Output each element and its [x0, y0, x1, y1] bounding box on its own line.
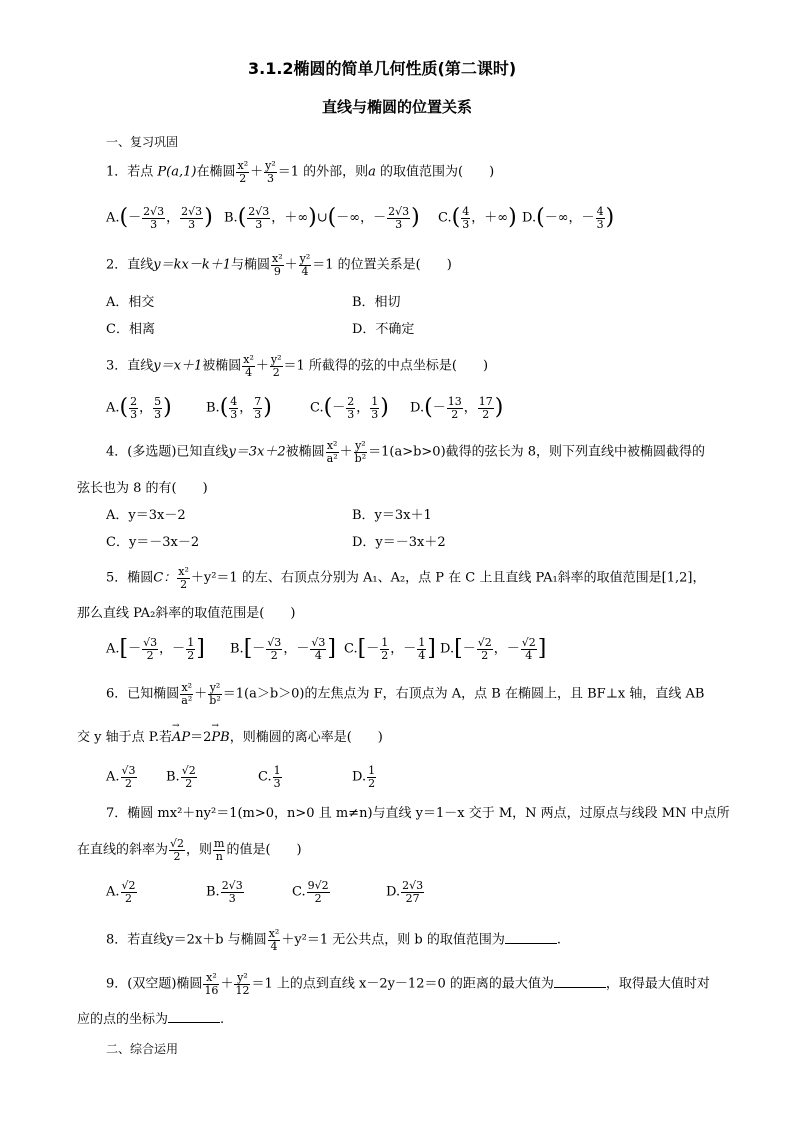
q5-option-c: C.[－ $\frac{1}{2}$ ，－ $\frac{1}{4}$ ] [344, 636, 436, 662]
q3-option-b: B.( $\frac{4}{3}$ ， $\frac{7}{3}$ ) [206, 395, 272, 421]
q1-option-d: D.(－∞，－ $\frac{4}{3}$ ) [522, 205, 615, 231]
question-8: 8．若直线y＝2x＋b 与椭圆 $\frac{\text{x²}}{4}$ ＋y²＝1 无公共点，则 b 的取值范围为 . [106, 927, 561, 953]
q7-option-c: C. $\frac{9√2}{2}$ [292, 879, 329, 905]
section-heading-review: 一、复习巩固 [106, 135, 179, 149]
q6-option-c: C. $\frac{1}{3}$ [258, 764, 281, 790]
question-4-cont: 弦长也为 8 的有( ) [77, 481, 208, 496]
q6-option-d: D. $\frac{1}{2}$ [352, 764, 376, 790]
question-7-cont: 在直线的斜率为 $\frac{√2}{2}$ ，则 $\frac{m}{n}$ 的值是( ) [77, 837, 302, 863]
q2-option-a: A．相交 [106, 295, 155, 310]
q1-option-b: B.( $\frac{2√3}{3}$ ，＋∞)∪(－∞，－ $\frac{2√3}{3}$ ) [224, 205, 420, 231]
question-6: 6．已知椭圆 $\frac{\text{x²}}{\text{a²}}$ ＋ $\frac{\text{y²}}{\text{b²}}$ ＝1(a＞b＞0)的左焦点为 F，右顶点为 A，点 B 在椭圆上，且 BF⊥x 轴，直线 AB [106, 681, 705, 707]
question-9: 9．(双空题)椭圆 $\frac{\text{x²}}{16}$ ＋ $\frac{\text{y²}}{12}$ ＝1 上的点到直线 x－2y－12＝0 的距离的最大值为 ，取得最大值时对 [106, 971, 710, 997]
section-heading-synthesis: 二、综合运用 [106, 1042, 179, 1056]
q4-option-c: C．y＝－3x－2 [106, 535, 200, 550]
q9-answer-blank-1[interactable] [554, 986, 606, 988]
page-title: 3.1.2椭圆的简单几何性质(第二课时) [248, 59, 517, 78]
q7-option-b: B. $\frac{2√3}{3}$ [206, 879, 243, 905]
q4-option-b: B．y＝3x＋1 [352, 508, 432, 523]
q5-option-d: D.[－ $\frac{√2}{2}$ ，－ $\frac{√2}{4}$ ] [440, 636, 547, 662]
question-1: 1．若点 P(a,1)在椭圆 $\frac{\text{x²}}{2}$ ＋ $\frac{\text{y²}}{3}$ ＝1 的外部，则a 的取值范围为( ) [106, 159, 495, 185]
question-2: 2．直线y＝kx－k＋1与椭圆 $\frac{\text{x²}}{9}$ ＋ $\frac{\text{y²}}{4}$ ＝1 的位置关系是( ) [106, 252, 452, 278]
q2-option-c: C．相离 [106, 322, 155, 337]
q3-option-a: A.( $\frac{2}{3}$ ， $\frac{5}{3}$ ) [106, 395, 172, 421]
q6-option-b: B. $\frac{√2}{2}$ [166, 764, 196, 790]
page-subtitle: 直线与椭圆的位置关系 [322, 98, 473, 116]
question-7: 7．椭圆 mx²＋ny²＝1(m>0，n>0 且 m≠n)与直线 y＝1－x 交于 M，N 两点，过原点与线段 MN 中点所 [106, 806, 730, 821]
q3-option-c: C.(－ $\frac{2}{3}$ ， $\frac{1}{3}$ ) [310, 395, 389, 421]
question-6-cont: 交 y 轴于点 P.若→ AP＝2→ PB，则椭圆的离心率是( ) [77, 731, 383, 744]
q1-option-a: A.(－ $\frac{2√3}{3}$ ， $\frac{2√3}{3}$ ) [106, 205, 213, 231]
question-5: 5．椭圆C： $\frac{\text{x²}}{2}$ ＋y²＝1 的左、右顶点分别为 A₁、A₂，点 P 在 C 上且直线 PA₁斜率的取值范围是[1,2]， [106, 565, 706, 591]
question-4: 4．(多选题)已知直线y＝3x＋2被椭圆 $\frac{\text{x²}}{\text{a²}}$ ＋ $\frac{\text{y²}}{\text{b²}}$ ＝1(a>b>0)截得的弦长为 8，则下列直线中被椭圆截得的 [106, 439, 706, 465]
q4-option-d: D．y＝－3x＋2 [352, 535, 446, 550]
question-3: 3．直线y＝x＋1被椭圆 $\frac{\text{x²}}{4}$ ＋ $\frac{\text{y²}}{2}$ ＝1 所截得的弦的中点坐标是( ) [106, 353, 489, 379]
q5-option-b: B.[－ $\frac{√3}{2}$ ，－ $\frac{√3}{4}$ ] [230, 636, 336, 662]
q7-option-a: A. $\frac{√2}{2}$ [106, 879, 136, 905]
question-5-cont: 那么直线 PA₂斜率的取值范围是( ) [77, 606, 296, 621]
q5-option-a: A.[－ $\frac{√3}{2}$ ，－ $\frac{1}{2}$ ] [106, 636, 205, 662]
q2-option-b: B．相切 [352, 295, 401, 310]
q1-option-c: C.( $\frac{4}{3}$ ，＋∞) [438, 205, 517, 231]
q6-option-a: A. $\frac{√3}{2}$ [106, 764, 136, 790]
q4-option-a: A．y＝3x－2 [106, 508, 186, 523]
question-9-cont: 应的点的坐标为 . [77, 1012, 225, 1027]
q2-option-d: D．不确定 [352, 322, 415, 337]
q8-answer-blank[interactable] [505, 942, 557, 944]
q9-answer-blank-2[interactable] [168, 1021, 220, 1023]
q7-option-d: D. $\frac{2√3}{27}$ [386, 879, 424, 905]
q3-option-d: D.(－ $\frac{13}{2}$ ， $\frac{17}{2}$ ) [410, 395, 504, 421]
